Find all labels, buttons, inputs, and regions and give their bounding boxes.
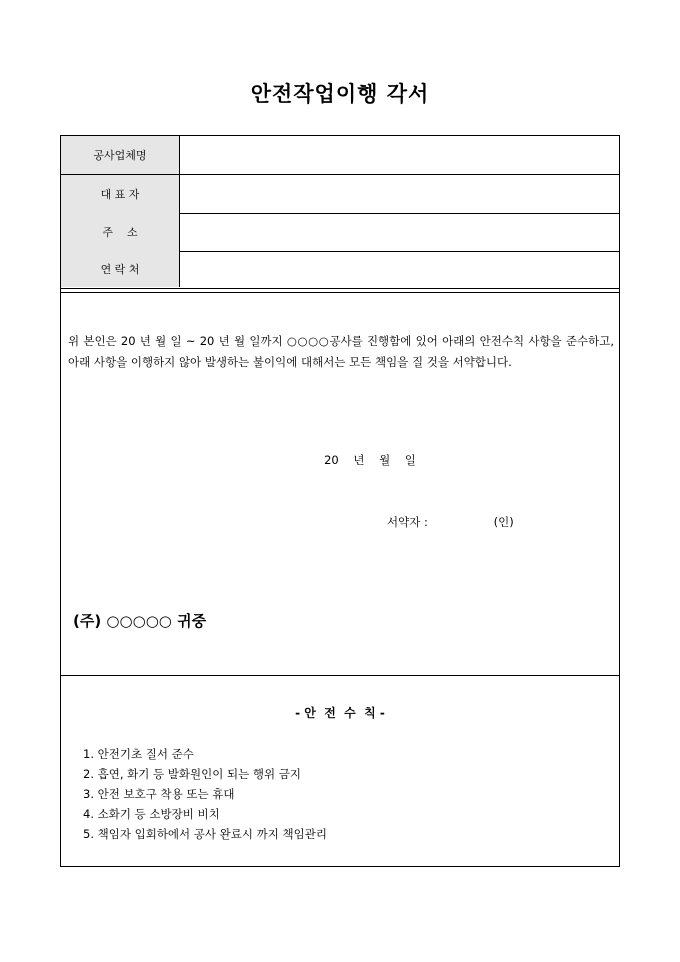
document-title: 안전작업이행 각서 [250,81,430,106]
representative-label: 대 표 자 [61,175,180,213]
company-name-field[interactable] [180,136,619,174]
safety-rule-item: 3. 안전 보호구 착용 또는 휴대 [83,787,235,801]
pledge-text: 위 본인은 20 년 월 일 ~ 20 년 월 일까지 ○○○○공사를 진행함에 있어 아래의 안전수칙 사항을 준수하고, 아래 사항을 이행하지 않아 발생하는 불이익에 대해서는 모든 책임을 질 것을 서약합니다. [68,334,614,369]
address-label: 주 소 [61,213,180,251]
addressee: (주) ○○○○○ 귀중 [73,612,207,630]
safety-rules-heading: - 안 전 수 칙 - [295,706,385,720]
section-divider [61,675,619,676]
address-field[interactable] [180,213,619,251]
safety-rule-item: 1. 안전기초 질서 준수 [83,747,194,761]
company-name-label: 공사업체명 [61,136,180,174]
double-divider [61,288,619,293]
pledge-form [60,135,620,867]
address-row [61,213,619,252]
company-name-row [61,136,619,175]
contact-label: 연 락 처 [61,251,180,287]
safety-rules-list [83,744,327,844]
representative-row [61,175,619,214]
contact-field[interactable] [180,251,619,287]
contact-row [61,251,619,287]
date-line: 20 년 월 일 [324,453,416,467]
signer-line: 서약자 : (인) [387,515,514,529]
safety-rule-item: 5. 책임자 입회하에서 공사 완료시 까지 책임관리 [83,827,327,841]
safety-rule-item: 2. 흡연, 화기 등 발화원인이 되는 행위 금지 [83,767,301,781]
representative-field[interactable] [180,175,619,213]
safety-rule-item: 4. 소화기 등 소방장비 비치 [83,807,220,821]
